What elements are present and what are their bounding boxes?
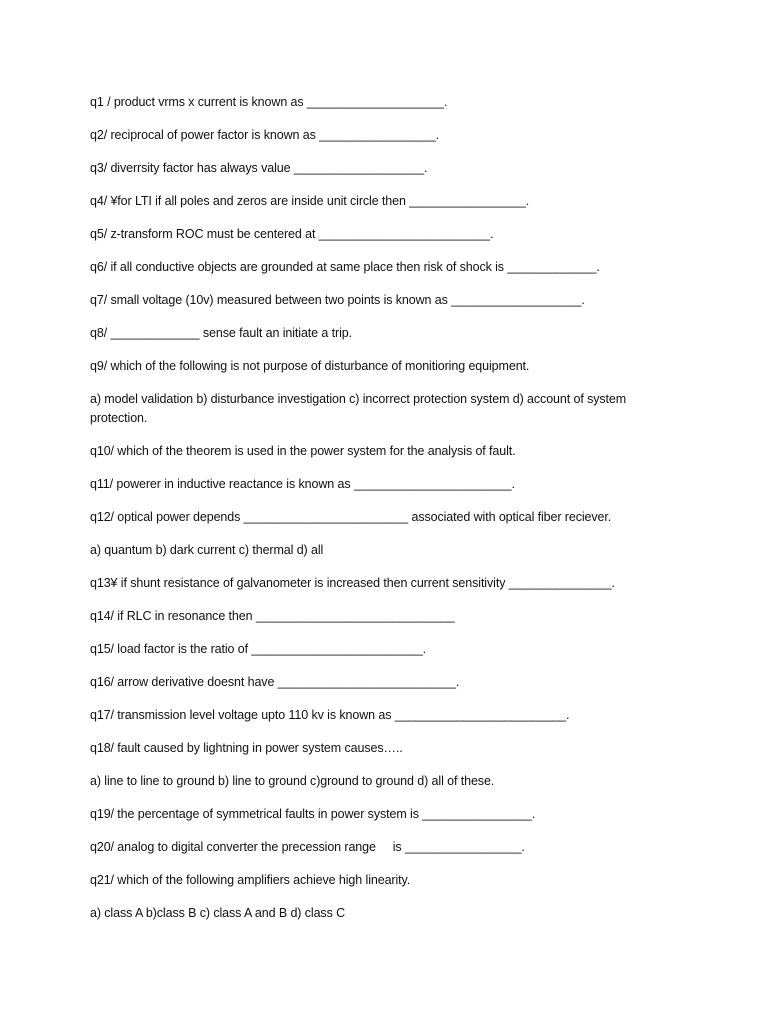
question-q21: q21/ which of the following amplifiers achieve high linearity.	[90, 873, 411, 887]
question-q2: q2/ reciprocal of power factor is known as _________________.	[90, 128, 439, 142]
answer-options-q18: a) line to line to ground b) line to ground c)ground to ground d) all of these.	[90, 774, 495, 788]
question-q11: q11/ powerer in inductive reactance is known as _______________________.	[90, 477, 515, 491]
answer-options-q12: a) quantum b) dark current c) thermal d) all	[90, 543, 324, 557]
question-q20: q20/ analog to digital converter the precession range is _________________.	[90, 840, 525, 854]
question-q16: q16/ arrow derivative doesnt have __________________________.	[90, 675, 460, 689]
question-q6: q6/ if all conductive objects are grounded at same place then risk of shock is _____________.	[90, 260, 600, 274]
question-q9: q9/ which of the following is not purpose of disturbance of monitioring equipment.	[90, 359, 530, 373]
question-q7: q7/ small voltage (10v) measured between two points is known as ___________________.	[90, 293, 585, 307]
answer-options-q9: a) model validation b) disturbance investigation c) incorrect protection system d) account of system protection.	[90, 392, 627, 425]
question-q8: q8/ _____________ sense fault an initiate a trip.	[90, 326, 352, 340]
question-q17: q17/ transmission level voltage upto 110 kv is known as _________________________.	[90, 708, 570, 722]
question-q15: q15/ load factor is the ratio of _________________________.	[90, 642, 427, 656]
question-q10: q10/ which of the theorem is used in the power system for the analysis of fault.	[90, 444, 516, 458]
question-q18: q18/ fault caused by lightning in power system causes…..	[90, 741, 403, 755]
question-q3: q3/ diverrsity factor has always value ___________________.	[90, 161, 428, 175]
answer-options-q21: a) class A b)class B c) class A and B d) class C	[90, 906, 346, 920]
question-q13: q13¥ if shunt resistance of galvanometer is increased then current sensitivity _______________.	[90, 576, 615, 590]
question-q19: q19/ the percentage of symmetrical faults in power system is ________________.	[90, 807, 536, 821]
question-q4: q4/ ¥for LTI if all poles and zeros are inside unit circle then _________________.	[90, 194, 530, 208]
question-q5: q5/ z-transform ROC must be centered at _________________________.	[90, 227, 494, 241]
question-q1: q1 / product vrms x current is known as ____________________.	[90, 95, 448, 109]
question-q12: q12/ optical power depends ________________________ associated with optical fiber reciever.	[90, 510, 612, 524]
question-q14: q14/ if RLC in resonance then _____________________________	[90, 609, 455, 623]
